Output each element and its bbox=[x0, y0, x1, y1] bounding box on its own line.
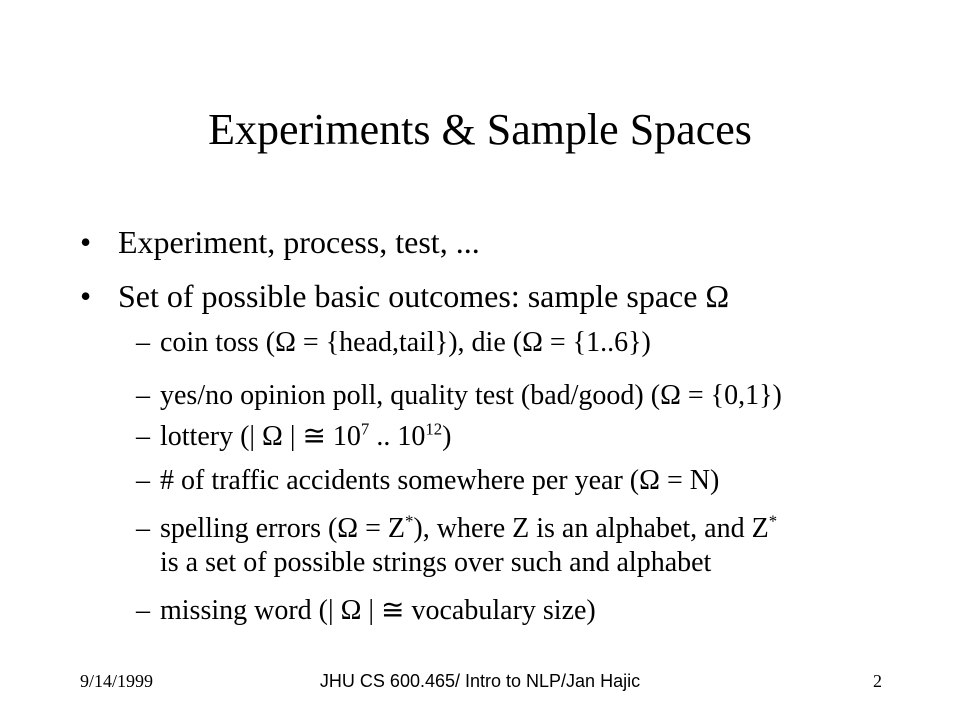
sub-bullet-text: missing word (| Ω | ≅ vocabulary size) bbox=[160, 595, 596, 626]
sub-bullet-text: coin toss (Ω = {head,tail}), die (Ω = {1..6}) bbox=[160, 327, 651, 358]
dash: – bbox=[136, 327, 150, 358]
footer-date: 9/14/1999 bbox=[80, 671, 154, 691]
approx-symbol: ≅ bbox=[302, 421, 326, 452]
footer-page-number: 2 bbox=[873, 671, 882, 691]
slide-title: Experiments & Sample Spaces bbox=[208, 105, 752, 154]
dash: – bbox=[136, 513, 150, 544]
bullet-text: Experiment, process, test, ... bbox=[118, 224, 480, 260]
dash: – bbox=[136, 465, 150, 496]
bullet-text: Set of possible basic outcomes: sample space Ω bbox=[118, 278, 730, 314]
bullet-dot: • bbox=[80, 278, 92, 314]
sub-bullet-text-continued: is a set of possible strings over such and alphabet bbox=[160, 547, 712, 578]
footer-course: JHU CS 600.465/ Intro to NLP/Jan Hajic bbox=[319, 671, 641, 691]
dash: – bbox=[136, 595, 150, 626]
sub-bullet-text: yes/no opinion poll, quality test (bad/good) (Ω = {0,1}) bbox=[160, 380, 782, 411]
bullet-dot: • bbox=[80, 224, 92, 260]
dash: – bbox=[136, 421, 150, 452]
dash: – bbox=[136, 380, 150, 411]
sub-bullet-text: # of traffic accidents somewhere per year (Ω = N) bbox=[160, 465, 720, 496]
sub-bullet-text: spelling errors (Ω = Z*), where Z is an alphabet, and Z* bbox=[160, 511, 778, 544]
omega-symbol: Ω bbox=[705, 278, 730, 314]
sub-bullet-text: lottery (| Ω | ≅ $10^7$ .. $10^{12}$) bbox=[160, 419, 452, 452]
